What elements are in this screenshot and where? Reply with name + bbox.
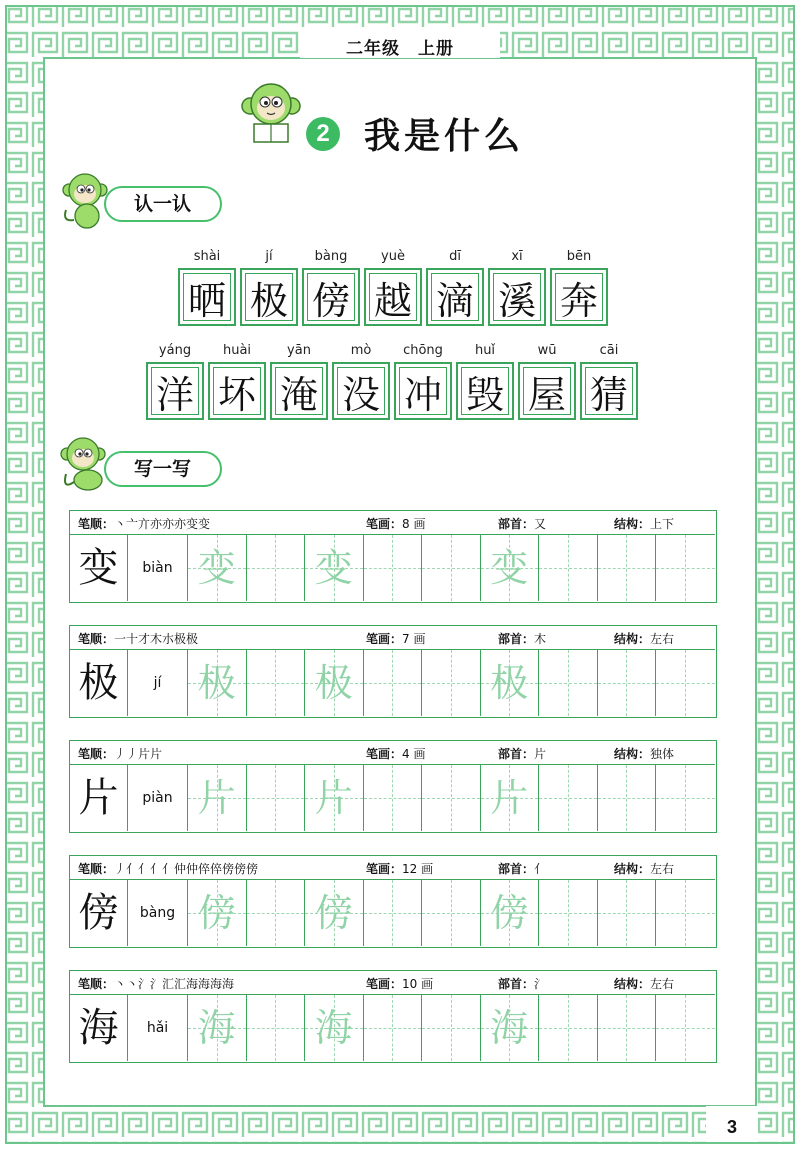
trace-character: 海 bbox=[197, 1006, 236, 1050]
writing-practice-block bbox=[69, 970, 717, 1063]
pinyin-label: huài bbox=[222, 343, 252, 358]
trace-character: 海 bbox=[314, 1006, 353, 1050]
recognize-char-item bbox=[454, 340, 516, 420]
pinyin-label: chōng bbox=[403, 343, 443, 358]
char-box: 没 bbox=[332, 362, 390, 420]
tracing-cell[interactable] bbox=[481, 765, 540, 831]
stroke-count-label: 笔画： bbox=[366, 747, 403, 761]
practice-cell[interactable] bbox=[539, 880, 598, 946]
practice-grid bbox=[188, 535, 715, 601]
recognize-char-item bbox=[548, 246, 610, 326]
stroke-order-label: 笔顺： bbox=[78, 977, 115, 991]
practice-cell[interactable] bbox=[656, 650, 715, 716]
writing-practice-block bbox=[69, 740, 717, 833]
practice-cell[interactable] bbox=[422, 995, 481, 1061]
recognize-char-item bbox=[300, 246, 362, 326]
practice-cell[interactable] bbox=[364, 880, 423, 946]
stroke-order-label: 笔顺： bbox=[78, 517, 115, 531]
practice-cell[interactable] bbox=[539, 535, 598, 601]
char-box: 晒 bbox=[178, 268, 236, 326]
pinyin-label: huǐ bbox=[474, 343, 496, 358]
tracing-cell[interactable] bbox=[481, 535, 540, 601]
char-box: 溪 bbox=[488, 268, 546, 326]
practice-cell[interactable] bbox=[598, 650, 657, 716]
structure: 左右 bbox=[650, 632, 675, 646]
trace-character: 变 bbox=[197, 546, 236, 590]
model-character: 傍 bbox=[70, 880, 128, 946]
practice-cell[interactable] bbox=[539, 650, 598, 716]
practice-cell[interactable] bbox=[422, 880, 481, 946]
recognize-char-item bbox=[330, 340, 392, 420]
model-character: 片 bbox=[70, 765, 128, 831]
tracing-cell[interactable] bbox=[188, 650, 247, 716]
pinyin-label: jí bbox=[265, 249, 273, 264]
radical-label: 部首： bbox=[498, 747, 535, 761]
trace-character: 傍 bbox=[490, 891, 529, 935]
recognize-char-item bbox=[176, 246, 238, 326]
practice-cell[interactable] bbox=[598, 880, 657, 946]
practice-cell[interactable] bbox=[422, 535, 481, 601]
model-pinyin: jí bbox=[128, 650, 188, 716]
char-box: 越 bbox=[364, 268, 422, 326]
structure-label: 结构： bbox=[614, 517, 651, 531]
radical-label: 部首： bbox=[498, 862, 535, 876]
practice-cell[interactable] bbox=[422, 765, 481, 831]
recognize-char-item bbox=[206, 340, 268, 420]
stroke-info-bar bbox=[70, 626, 715, 650]
trace-character: 极 bbox=[197, 661, 236, 705]
writing-practice-block bbox=[69, 855, 717, 948]
pinyin-label: yáng bbox=[158, 343, 192, 358]
pinyin-label: shài bbox=[193, 249, 221, 264]
pinyin-label: yān bbox=[287, 343, 311, 358]
char-box: 坏 bbox=[208, 362, 266, 420]
recognize-char-item bbox=[362, 246, 424, 326]
char-box: 冲 bbox=[394, 362, 452, 420]
trace-character: 片 bbox=[314, 776, 353, 820]
practice-cell[interactable] bbox=[598, 765, 657, 831]
stroke-order-label: 笔顺： bbox=[78, 747, 115, 761]
section-write-title: 写一写 bbox=[104, 451, 222, 487]
char-box: 猜 bbox=[580, 362, 638, 420]
book-header: 二年级 上册 bbox=[346, 39, 454, 59]
stroke-count-label: 笔画： bbox=[366, 977, 403, 991]
section-recognize-title: 认一认 bbox=[104, 186, 222, 222]
radical-label: 部首： bbox=[498, 632, 535, 646]
char-box: 滴 bbox=[426, 268, 484, 326]
char-box: 洋 bbox=[146, 362, 204, 420]
practice-cell[interactable] bbox=[539, 765, 598, 831]
trace-character: 极 bbox=[490, 661, 529, 705]
tracing-cell[interactable] bbox=[188, 535, 247, 601]
stroke-info-bar bbox=[70, 741, 715, 765]
model-pinyin: biàn bbox=[128, 535, 188, 601]
writing-practice-block bbox=[69, 510, 717, 603]
char-box: 极 bbox=[240, 268, 298, 326]
page-number: 3 bbox=[726, 1117, 737, 1137]
practice-cell[interactable] bbox=[656, 535, 715, 601]
model-character: 变 bbox=[70, 535, 128, 601]
model-pinyin: piàn bbox=[128, 765, 188, 831]
recognize-char-item bbox=[238, 246, 300, 326]
stroke-info-bar bbox=[70, 856, 715, 880]
tracing-cell[interactable] bbox=[481, 880, 540, 946]
recognize-char-item bbox=[424, 246, 486, 326]
practice-cell[interactable] bbox=[539, 995, 598, 1061]
structure-label: 结构： bbox=[614, 632, 651, 646]
lesson-number-badge: 2 bbox=[306, 117, 340, 151]
practice-cell[interactable] bbox=[364, 535, 423, 601]
practice-grid bbox=[188, 765, 715, 831]
recognize-char-item bbox=[578, 340, 640, 420]
pinyin-label: wū bbox=[537, 343, 557, 358]
recognize-char-item bbox=[144, 340, 206, 420]
stroke-order: 丶丶氵氵汇汇海海海海 bbox=[114, 977, 235, 991]
stroke-order: 丶亠亣亦亦亦变变 bbox=[114, 517, 211, 531]
tracing-cell[interactable] bbox=[188, 765, 247, 831]
radical: 亻 bbox=[534, 862, 547, 876]
pinyin-label: dī bbox=[449, 249, 461, 264]
practice-grid bbox=[188, 995, 715, 1061]
stroke-order: 丿亻亻亻亻仲仲倅倅傍傍傍 bbox=[114, 862, 259, 876]
trace-character: 片 bbox=[197, 776, 236, 820]
practice-cell[interactable] bbox=[422, 650, 481, 716]
stroke-count: 12 画 bbox=[402, 862, 434, 876]
structure: 上下 bbox=[650, 517, 675, 531]
practice-cell[interactable] bbox=[364, 765, 423, 831]
structure: 左右 bbox=[650, 862, 675, 876]
char-box: 屋 bbox=[518, 362, 576, 420]
stroke-order-label: 笔顺： bbox=[78, 632, 115, 646]
tracing-cell[interactable] bbox=[305, 650, 364, 716]
recognize-row-2 bbox=[144, 340, 640, 420]
stroke-count-label: 笔画： bbox=[366, 862, 403, 876]
model-character: 海 bbox=[70, 995, 128, 1061]
radical-label: 部首： bbox=[498, 517, 535, 531]
trace-character: 片 bbox=[490, 776, 529, 820]
stroke-count-label: 笔画： bbox=[366, 632, 403, 646]
trace-character: 极 bbox=[314, 661, 353, 705]
pinyin-label: xī bbox=[511, 249, 523, 264]
pinyin-label: yuè bbox=[381, 249, 405, 264]
practice-cell[interactable] bbox=[364, 650, 423, 716]
lesson-title: 我是什么 bbox=[364, 115, 525, 157]
practice-cell[interactable] bbox=[247, 535, 306, 601]
radical: 又 bbox=[534, 517, 547, 531]
practice-cell[interactable] bbox=[656, 880, 715, 946]
model-pinyin: hǎi bbox=[128, 995, 188, 1061]
char-box: 傍 bbox=[302, 268, 360, 326]
trace-character: 傍 bbox=[197, 891, 236, 935]
structure-label: 结构： bbox=[614, 862, 651, 876]
stroke-info-bar bbox=[70, 971, 715, 995]
recognize-char-item bbox=[486, 246, 548, 326]
practice-cell[interactable] bbox=[364, 995, 423, 1061]
tracing-cell[interactable] bbox=[188, 995, 247, 1061]
practice-cell[interactable] bbox=[247, 880, 306, 946]
radical-label: 部首： bbox=[498, 977, 535, 991]
radical: 片 bbox=[534, 747, 547, 761]
char-box: 奔 bbox=[550, 268, 608, 326]
recognize-char-item bbox=[268, 340, 330, 420]
pinyin-label: mò bbox=[350, 343, 372, 358]
structure: 独体 bbox=[650, 747, 675, 761]
practice-cell[interactable] bbox=[247, 765, 306, 831]
pinyin-label: cāi bbox=[599, 343, 619, 358]
stroke-count: 7 画 bbox=[402, 632, 426, 646]
practice-cell[interactable] bbox=[247, 650, 306, 716]
tracing-cell[interactable] bbox=[305, 880, 364, 946]
pinyin-label: bàng bbox=[314, 249, 348, 264]
trace-character: 变 bbox=[490, 546, 529, 590]
trace-character: 变 bbox=[314, 546, 353, 590]
pinyin-label: bēn bbox=[566, 249, 592, 264]
practice-cell[interactable] bbox=[598, 535, 657, 601]
tracing-cell[interactable] bbox=[481, 650, 540, 716]
stroke-count-label: 笔画： bbox=[366, 517, 403, 531]
stroke-info-bar bbox=[70, 511, 715, 535]
model-pinyin: bàng bbox=[128, 880, 188, 946]
practice-cell[interactable] bbox=[598, 995, 657, 1061]
stroke-count: 10 画 bbox=[402, 977, 434, 991]
char-box: 毁 bbox=[456, 362, 514, 420]
model-character: 极 bbox=[70, 650, 128, 716]
tracing-cell[interactable] bbox=[305, 535, 364, 601]
stroke-order-label: 笔顺： bbox=[78, 862, 115, 876]
structure-label: 结构： bbox=[614, 747, 651, 761]
practice-grid bbox=[188, 880, 715, 946]
tracing-cell[interactable] bbox=[481, 995, 540, 1061]
structure-label: 结构： bbox=[614, 977, 651, 991]
stroke-order: 丿丿片片 bbox=[114, 747, 163, 761]
stroke-count: 8 画 bbox=[402, 517, 426, 531]
structure: 左右 bbox=[650, 977, 675, 991]
recognize-char-item bbox=[516, 340, 578, 420]
stroke-order: 一十才木朩极极 bbox=[114, 632, 199, 646]
recognize-char-item bbox=[392, 340, 454, 420]
practice-grid bbox=[188, 650, 715, 716]
radical: 木 bbox=[534, 632, 547, 646]
writing-practice-block bbox=[69, 625, 717, 718]
trace-character: 海 bbox=[490, 1006, 529, 1050]
trace-character: 傍 bbox=[314, 891, 353, 935]
practice-cell[interactable] bbox=[656, 765, 715, 831]
recognize-row-1 bbox=[176, 246, 610, 326]
monkey-reading-icon bbox=[240, 76, 302, 146]
practice-cell[interactable] bbox=[656, 995, 715, 1061]
tracing-cell[interactable] bbox=[188, 880, 247, 946]
practice-cell[interactable] bbox=[247, 995, 306, 1061]
tracing-cell[interactable] bbox=[305, 995, 364, 1061]
stroke-count: 4 画 bbox=[402, 747, 426, 761]
tracing-cell[interactable] bbox=[305, 765, 364, 831]
char-box: 淹 bbox=[270, 362, 328, 420]
radical: 氵 bbox=[534, 977, 547, 991]
